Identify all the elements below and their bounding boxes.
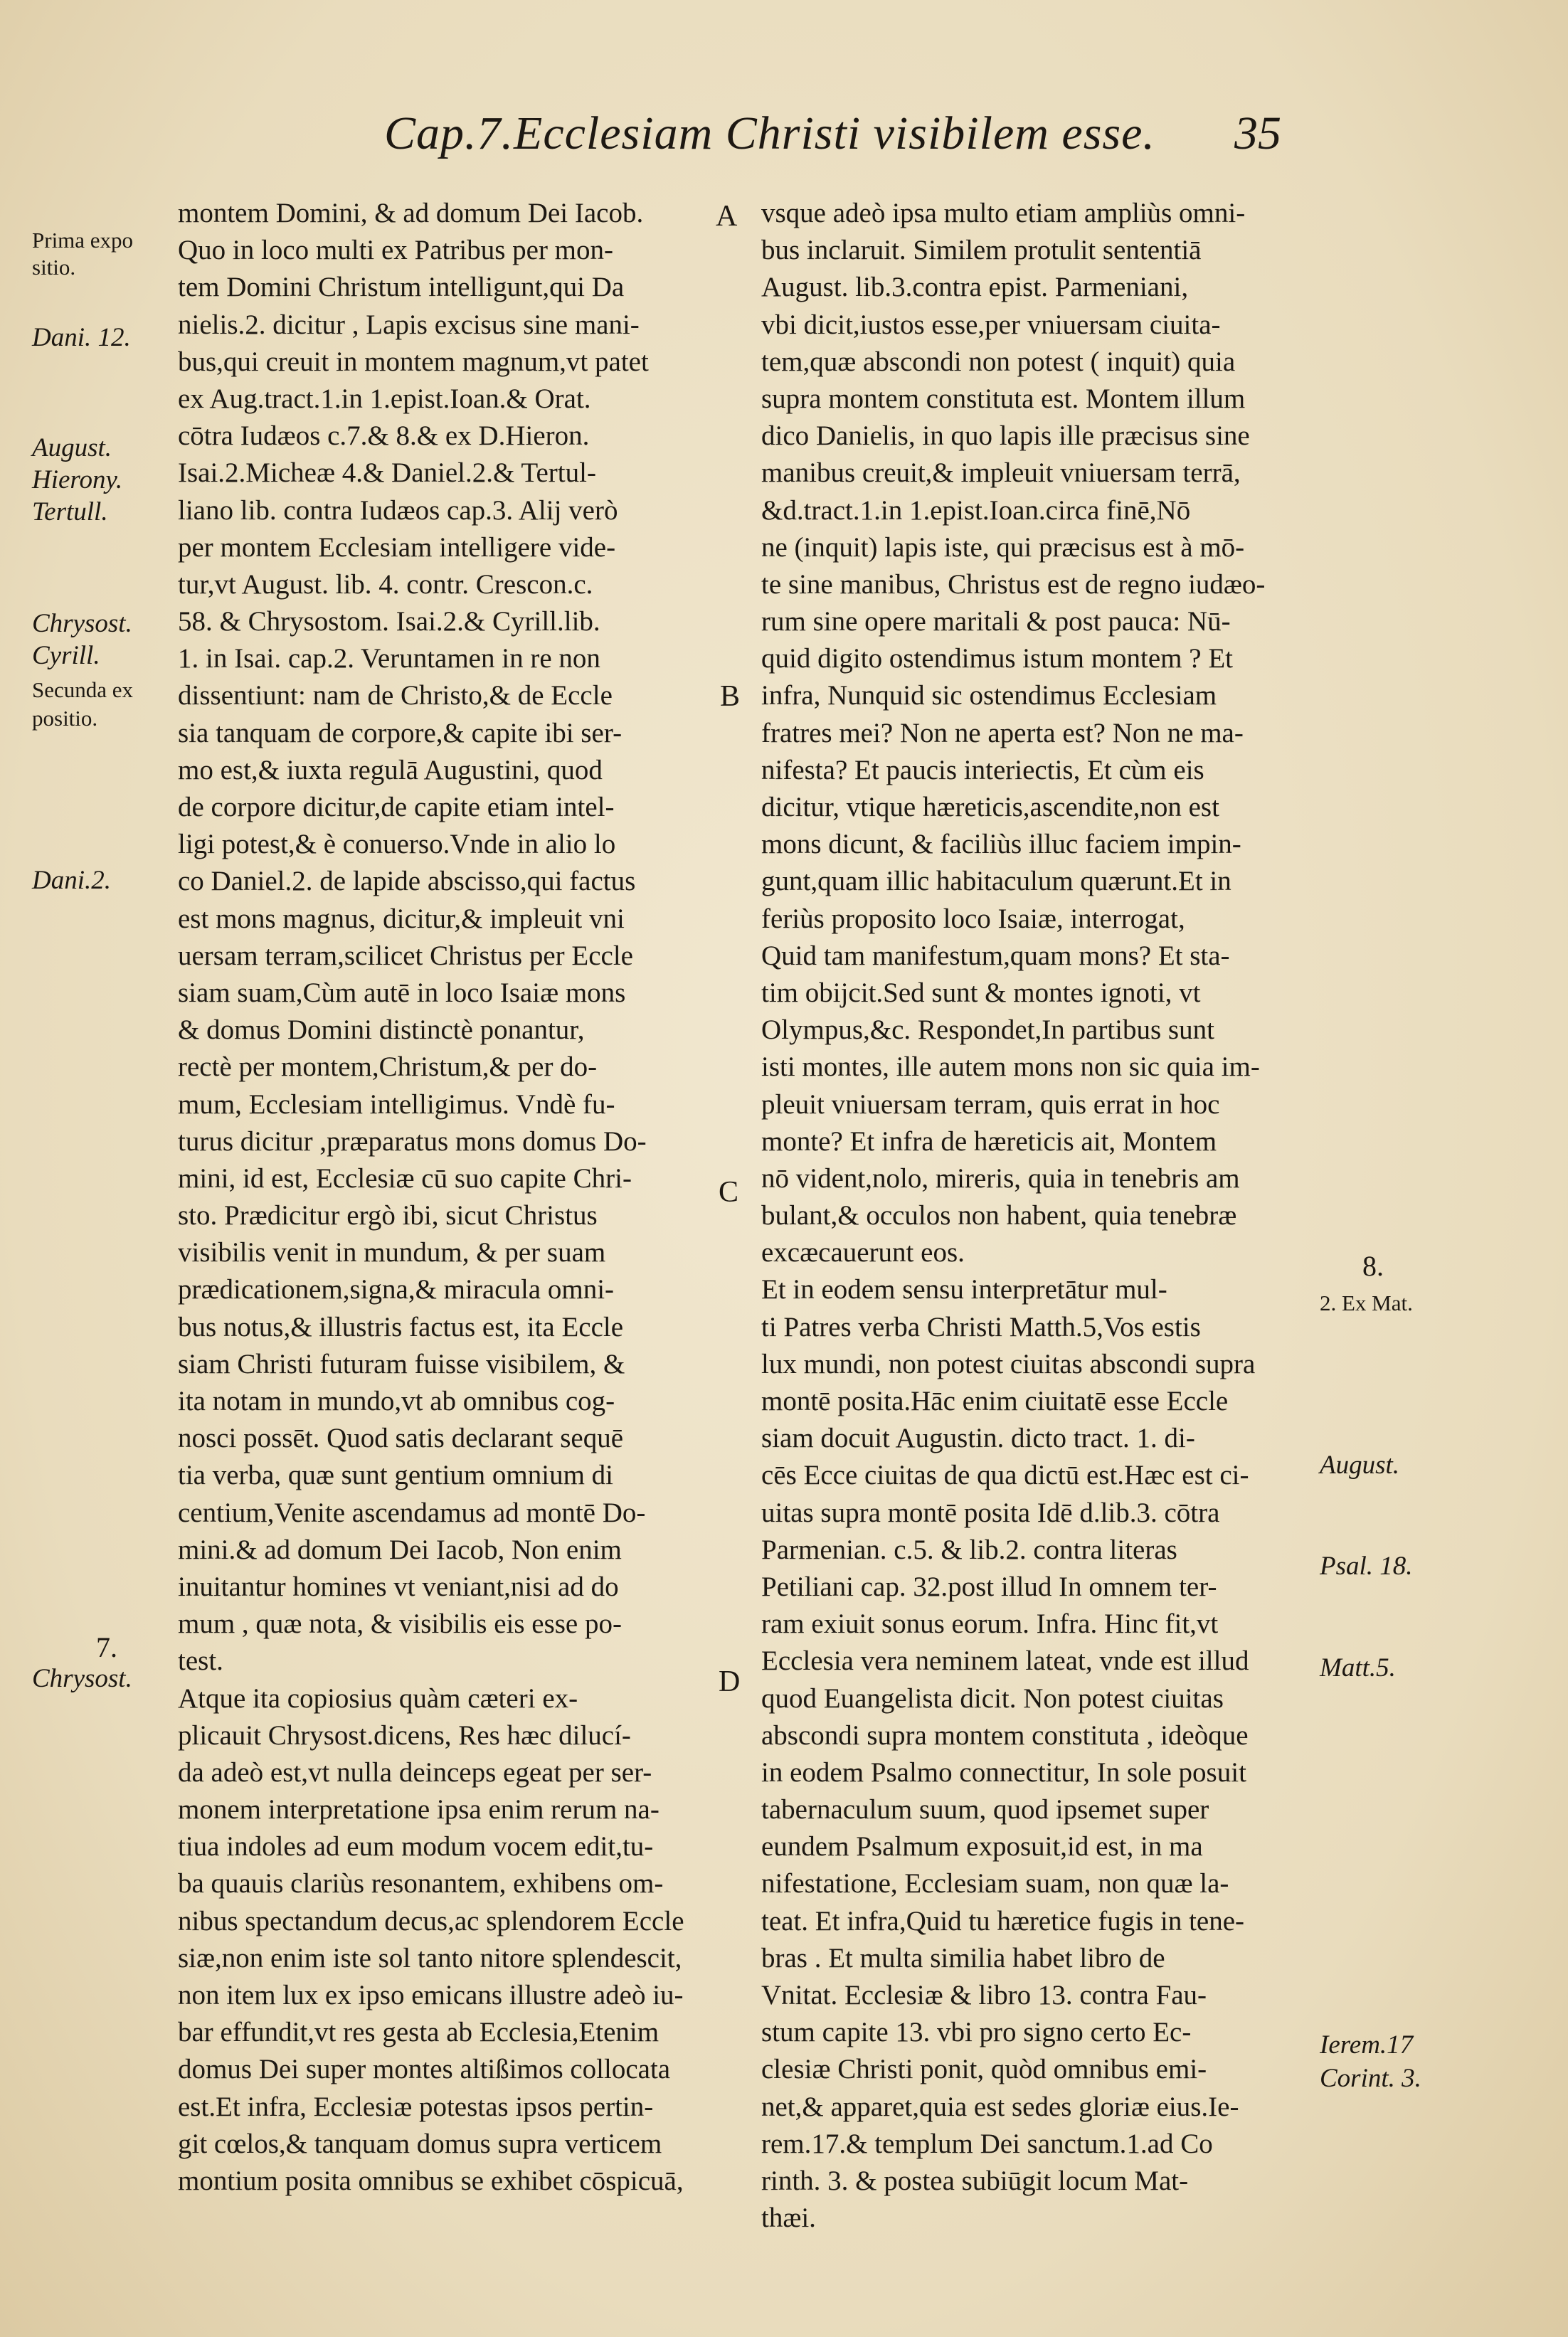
- left-column-line: ex Aug.tract.1.in 1.epist.Ioan.& Orat.: [178, 383, 591, 414]
- left-column-line: sto. Prædicitur ergò ibi, sicut Christus: [178, 1200, 598, 1231]
- right-column-line: fratres mei? Non ne aperta est? Non ne ma-: [761, 717, 1244, 748]
- left-column-line: rectè per montem,Christum,& per do-: [178, 1051, 598, 1083]
- left-column-line: bar effundit,vt res gesta ab Ecclesia,Etenim: [178, 2017, 659, 2048]
- left-column-line: test.: [178, 1646, 223, 1677]
- right-column-line: Quid tam manifestum,quam mons? Et sta-: [761, 940, 1230, 971]
- left-column-line: mum , quæ nota, & visibilis eis esse po-: [178, 1609, 622, 1640]
- right-column-line: nō vident,nolo, mireris, quia in tenebris am: [761, 1162, 1240, 1194]
- right-column-line: excæcauerunt eos.: [761, 1237, 965, 1268]
- left-column-line: bus,qui creuit in montem magnum,vt patet: [178, 346, 649, 377]
- left-column-line: est.Et infra, Ecclesiæ potestas ipsos pertin-: [178, 2091, 654, 2122]
- right-column-line: teat. Et infra,Quid tu hæretice fugis in tene-: [761, 1905, 1245, 1936]
- left-column-line: uersam terram,scilicet Christus per Eccle: [178, 940, 633, 971]
- right-column-line: gunt,quam illic habitaculum quærunt.Et in: [761, 866, 1231, 897]
- left-column-line: siam suam,Cùm autē in loco Isaiæ mons: [178, 977, 626, 1008]
- left-column-line: prædicationem,signa,& miracula omni-: [178, 1274, 615, 1305]
- right-column-line: rum sine opere maritali & post pauca: Nū-: [761, 606, 1231, 637]
- right-column-line: infra, Nunquid sic ostendimus Ecclesiam: [761, 680, 1217, 711]
- margin-note-cyrillus: Cyrill.: [32, 641, 100, 670]
- left-column-line: mo est,& iuxta regulā Augustini, quod: [178, 754, 603, 785]
- right-column-line: thæi.: [761, 2203, 816, 2234]
- right-column-line: eundem Psalmum exposuit,id est, in ma: [761, 1831, 1203, 1862]
- margin-note-number-8: 8.: [1362, 1250, 1384, 1282]
- right-column-line: uitas supra montē posita Idē d.lib.3. cōtra: [761, 1497, 1220, 1528]
- margin-note-number-7: 7.: [96, 1631, 117, 1663]
- left-column-line: Isai.2.Micheæ 4.& Daniel.2.& Tertul-: [178, 457, 596, 489]
- margin-note-secunda-expositio: Secunda ex: [32, 677, 134, 702]
- left-column-line: est mons magnus, dicitur,& impleuit vni: [178, 903, 625, 934]
- left-column-line: git cœlos,& tanquam domus supra verticem: [178, 2128, 662, 2159]
- margin-note-augustinus-right: August.: [1320, 1451, 1400, 1480]
- right-column-line: cēs Ecce ciuitas de qua dictū est.Hæc est ci-: [761, 1460, 1249, 1491]
- right-column-line: ne (inquit) lapis iste, qui præcisus est à mō-: [761, 531, 1245, 563]
- right-column-line: vsque adeò ipsa multo etiam ampliùs omni-: [761, 198, 1246, 228]
- right-text-column: [761, 195, 1302, 2237]
- left-column-line: Quo in loco multi ex Patribus per mon-: [178, 235, 614, 266]
- left-column-line: montium posita omnibus se exhibet cōspicuā,: [178, 2165, 684, 2196]
- left-column-line: domus Dei super montes altißimos collocata: [178, 2054, 671, 2085]
- left-column-line: nielis.2. dicitur , Lapis excisus sine mani-: [178, 309, 640, 340]
- left-column-line: 1. in Isai. cap.2. Veruntamen in re non: [178, 643, 600, 674]
- right-column-line: quid digito ostendimus istum montem ? Et: [761, 643, 1233, 674]
- right-column-line: feriùs proposito loco Isaiæ, interrogat,: [761, 903, 1185, 934]
- right-column-line: manibus creuit,& impleuit vniuersam terrā,: [761, 457, 1241, 489]
- margin-note-secunda-expositio-cont: positio.: [32, 706, 98, 731]
- section-letter-d: D: [719, 1665, 741, 1698]
- left-column-line: liano lib. contra Iudæos cap.3. Alij verò: [178, 494, 618, 526]
- right-column-line: rinth. 3. & postea subiūgit locum Mat-: [761, 2165, 1189, 2196]
- left-column-line: siam Christi futuram fuisse visibilem, &: [178, 1348, 625, 1379]
- right-column-line: abscondi supra montem constituta , ideòque: [761, 1719, 1249, 1751]
- left-column-line: centium,Venite ascendamus ad montē Do-: [178, 1497, 646, 1528]
- left-column-line: 58. & Chrysostom. Isai.2.& Cyrill.lib.: [178, 606, 600, 637]
- margin-note-tertullianus: Tertull.: [32, 497, 108, 526]
- right-column-line: Parmenian. c.5. & lib.2. contra literas: [761, 1534, 1177, 1565]
- section-letter-a: A: [716, 200, 738, 233]
- right-column-line: monte? Et infra de hæreticis ait, Montem: [761, 1125, 1217, 1157]
- section-letter-c: C: [719, 1176, 739, 1209]
- margin-note-daniel-2: Dani.2.: [32, 866, 111, 895]
- left-column-line: nibus spectandum decus,ac splendorem Eccle: [178, 1905, 684, 1936]
- right-column-line: Vnitat. Ecclesiæ & libro 13. contra Fau-: [761, 1980, 1207, 2010]
- right-column-line: Et in eodem sensu interpretātur mul-: [761, 1274, 1167, 1305]
- left-column-line: ba quauis clariùs resonantem, exhibens om-: [178, 1868, 664, 1899]
- margin-note-augustinus: August.: [32, 433, 112, 462]
- margin-note-matthaeus-5: Matt.5.: [1320, 1653, 1396, 1682]
- left-column-line: tiua indoles ad eum modum vocem edit,tu-: [178, 1831, 654, 1862]
- right-column-line: tabernaculum suum, quod ipsemet super: [761, 1794, 1209, 1825]
- left-column-line: da adeò est,vt nulla deinceps egeat per ser-: [178, 1756, 652, 1788]
- right-column-line: clesiæ Christi ponit, quòd omnibus emi-: [761, 2054, 1207, 2085]
- right-column-line: lux mundi, non potest ciuitas abscondi supra: [761, 1348, 1256, 1379]
- left-column-line: turus dicitur ,præparatus mons domus Do-: [178, 1125, 647, 1157]
- left-column-line: monem interpretatione ipsa enim rerum na-: [178, 1794, 659, 1825]
- left-column-line: mum, Ecclesiam intelligimus. Vndè fu-: [178, 1088, 615, 1120]
- left-column-line: mini, id est, Ecclesiæ cū suo capite Chri-: [178, 1162, 632, 1194]
- right-column-line: bulant,& occulos non habent, quia tenebræ: [761, 1200, 1237, 1231]
- right-column-line: August. lib.3.contra epist. Parmeniani,: [761, 272, 1189, 303]
- right-column-line: isti montes, ille autem mons non sic quia im-: [761, 1051, 1260, 1083]
- left-column-line: cōtra Iudæos c.7.& 8.& ex D.Hieron.: [178, 420, 590, 452]
- right-column-line: in eodem Psalmo connectitur, In sole posuit: [761, 1756, 1246, 1788]
- running-header-title: Cap.7.Ecclesiam Christi visibilem esse.: [384, 107, 1155, 159]
- left-column-line: inuitantur homines vt veniant,nisi ad do: [178, 1571, 619, 1602]
- left-column-line: co Daniel.2. de lapide abscisso,qui factus: [178, 866, 636, 897]
- right-column-line: vbi dicit,iustos esse,per vniuersam ciuita-: [761, 309, 1221, 340]
- right-column-line: nifestatione, Ecclesiam suam, non quæ la-: [761, 1868, 1229, 1899]
- right-column-line: bras . Et multa similia habet libro de: [761, 1942, 1165, 1973]
- margin-note-ex-matthaeo: 2. Ex Mat.: [1320, 1291, 1413, 1315]
- left-text-column: [178, 195, 729, 2200]
- right-column-line: montē posita.Hāc enim ciuitatē esse Eccle: [761, 1386, 1229, 1416]
- margin-note-chrysostomus-2: Chrysost.: [32, 1664, 132, 1693]
- left-column-line: non item lux ex ipso emicans illustre adeò iu-: [178, 1980, 684, 2010]
- left-column-line: tia verba, quæ sunt gentium omnium di: [178, 1460, 614, 1491]
- right-column-line: rem.17.& templum Dei sanctum.1.ad Co: [761, 2128, 1213, 2159]
- right-column-line: pleuit vniuersam terram, quis errat in hoc: [761, 1088, 1220, 1120]
- left-column-line: ita notam in mundo,vt ab omnibus cog-: [178, 1386, 615, 1416]
- right-column-line: ram exiuit sonus eorum. Infra. Hinc fit,vt: [761, 1609, 1219, 1640]
- margin-note-prima-expositio-cont: sitio.: [32, 255, 76, 280]
- right-column-line: net,& apparet,quia est sedes gloriæ eius.Ie-: [761, 2091, 1239, 2122]
- left-column-line: & domus Domini distinctè ponantur,: [178, 1014, 585, 1046]
- right-column-line: dicitur, vtique hæreticis,ascendite,non est: [761, 792, 1219, 822]
- left-column-line: mini.& ad domum Dei Iacob, Non enim: [178, 1534, 622, 1565]
- left-column-line: tem Domini Christum intelligunt,qui Da: [178, 272, 625, 303]
- left-column-line: bus notus,& illustris factus est, ita Eccle: [178, 1311, 624, 1342]
- right-column-line: tem,quæ abscondi non potest ( inquit) quia: [761, 346, 1236, 377]
- right-column-line: Olympus,&c. Respondet,In partibus sunt: [761, 1014, 1214, 1046]
- left-column-line: de corpore dicitur,de capite etiam intel-: [178, 792, 615, 822]
- left-column-line: plicauit Chrysost.dicens, Res hæc dilucí-: [178, 1719, 631, 1751]
- left-column-line: siæ,non enim iste sol tanto nitore splendescit,: [178, 1942, 682, 1973]
- right-column-line: Petiliani cap. 32.post illud In omnem ter-: [761, 1571, 1217, 1602]
- section-letter-b: B: [720, 680, 741, 713]
- right-column-line: &d.tract.1.in 1.epist.Ioan.circa finē,Nō: [761, 494, 1191, 526]
- left-column-line: ligi potest,& è conuerso.Vnde in alio lo: [178, 829, 616, 860]
- left-column-line: visibilis venit in mundum, & per suam: [178, 1237, 606, 1268]
- right-column-line: Ecclesia vera neminem lateat, vnde est illud: [761, 1646, 1249, 1677]
- margin-note-chrysostomus: Chrysost.: [32, 609, 132, 638]
- right-column-line: dico Danielis, in quo lapis ille præcisus sine: [761, 420, 1250, 452]
- right-column-line: tim obijcit.Sed sunt & montes ignoti, vt: [761, 977, 1201, 1008]
- margin-note-corinthios-3: Corint. 3.: [1320, 2064, 1421, 2093]
- left-column-line: sia tanquam de corpore,& capite ibi ser-: [178, 717, 623, 748]
- margin-note-hieronymus: Hierony.: [32, 465, 123, 494]
- left-column-line: montem Domini, & ad domum Dei Iacob.: [178, 198, 644, 228]
- right-column-line: siam docuit Augustin. dicto tract. 1. di-: [761, 1423, 1195, 1454]
- left-column-line: Atque ita copiosius quàm cæteri ex-: [178, 1682, 578, 1714]
- right-column-line: quod Euangelista dicit. Non potest ciuitas: [761, 1682, 1224, 1714]
- left-column-line: per montem Ecclesiam intelligere vide-: [178, 531, 616, 563]
- left-column-line: nosci possēt. Quod satis declarant sequē: [178, 1423, 624, 1454]
- right-column-line: supra montem constituta est. Montem illum: [761, 383, 1246, 414]
- right-column-line: te sine manibus, Christus est de regno iudæo-: [761, 568, 1266, 600]
- margin-note-daniel-12: Dani. 12.: [32, 323, 131, 352]
- right-column-line: nifesta? Et paucis interiectis, Et cùm eis: [761, 754, 1204, 785]
- left-column-line: tur,vt August. lib. 4. contr. Crescon.c.: [178, 568, 593, 600]
- right-column-line: bus inclaruit. Similem protulit sententiā: [761, 235, 1202, 266]
- margin-note-jeremias-17: Ierem.17: [1320, 2030, 1414, 2060]
- right-column-line: mons dicunt, & faciliùs illuc faciem impin-: [761, 829, 1241, 860]
- left-column-line: dissentiunt: nam de Christo,& de Eccle: [178, 680, 613, 711]
- margin-note-prima-expositio: Prima expo: [32, 228, 134, 253]
- margin-note-psalm-18: Psal. 18.: [1320, 1552, 1413, 1581]
- right-column-line: stum capite 13. vbi pro signo certo Ec-: [761, 2017, 1192, 2048]
- right-column-line: ti Patres verba Christi Matth.5,Vos estis: [761, 1311, 1201, 1342]
- page-number: 35: [1234, 107, 1281, 159]
